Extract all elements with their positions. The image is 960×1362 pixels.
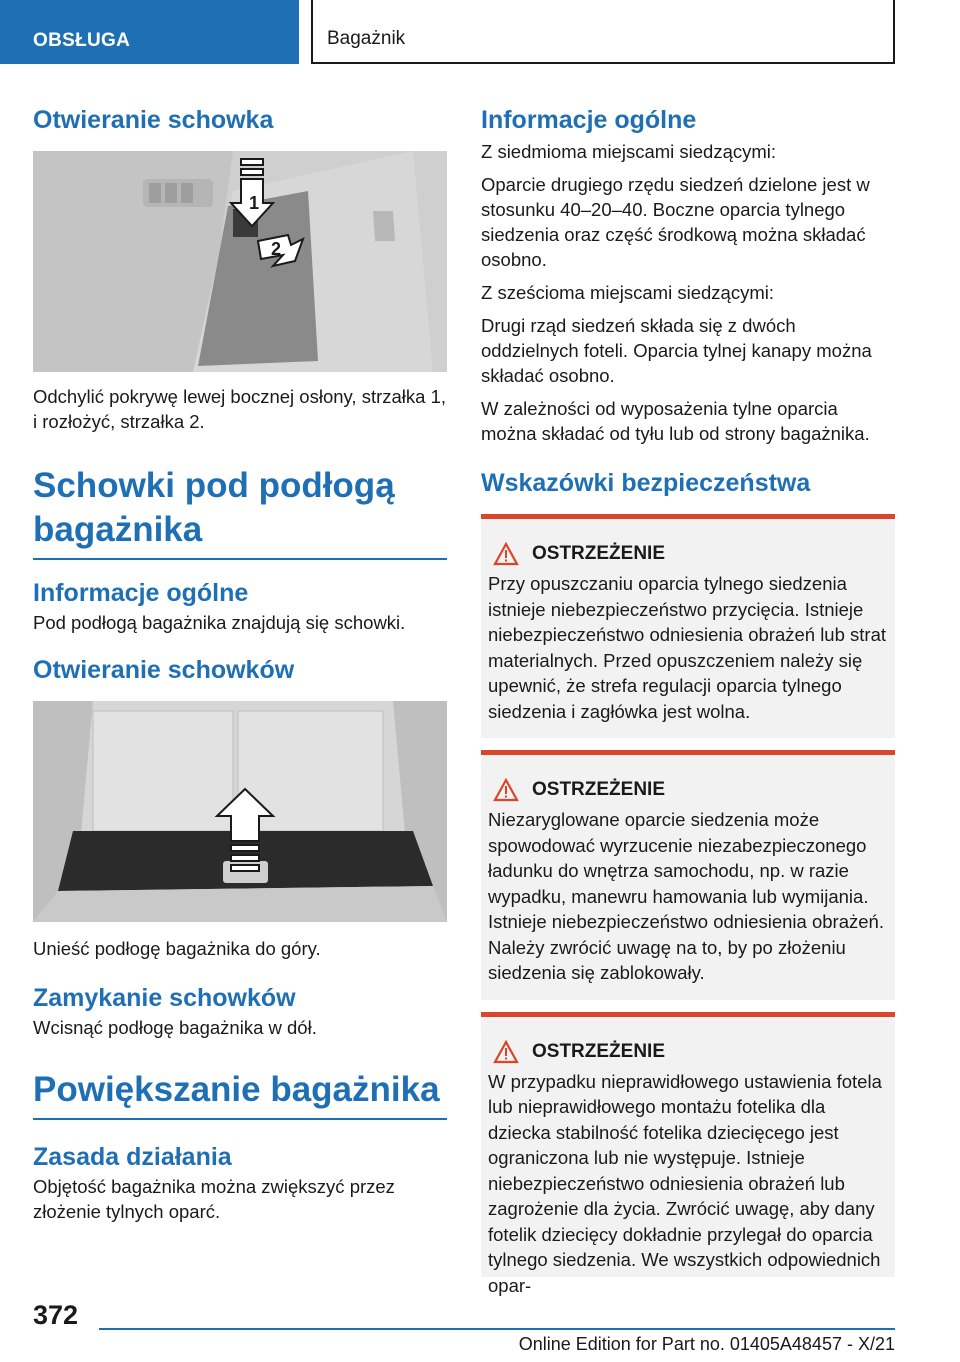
chapter-title: Bagażnik [311, 0, 895, 64]
heading-general-info-left: Informacje ogólne [33, 579, 249, 607]
text-six-seats-detail: Drugi rząd siedzeń składa się z dwóch oddzielnych foteli. Oparcia tylnej kanapy można składać osobno. [481, 315, 872, 386]
section-tab: OBSŁUGA [0, 0, 299, 64]
text-seven-seats: Z siedmioma miejscami siedzącymi: [481, 141, 777, 162]
right-column [481, 100, 895, 1296]
warning-triangle-icon [494, 543, 518, 565]
heading-principle: Zasada działania [33, 1143, 232, 1171]
text-seven-seats-detail: Oparcie drugiego rzędu siedzeń dzielone jest w stosunku 40–20–40. Boczne oparcia tylnego siedzenia oraz część środkową można składać osobno. [481, 174, 870, 270]
text-close-compartments: Wcisnąć podłogę bagażnika w dół. [33, 1017, 317, 1038]
heading-general-info-right: Informacje ogólne [481, 106, 697, 134]
warning-title: OSTRZEŻENIE [532, 543, 666, 564]
image-luggage-floor [33, 701, 447, 922]
warning-text: Niezaryglowane oparcie siedzenia może spowodować wyrzucenie niezabezpieczonego ładunku do wnętrza samochodu, np. w razie wypadku, manewru hamowania lub wymijania. Istnieje niebezpieczeństwo odniesienia obrażeń. Należy zwrócić uwagę na to, by po złożeniu siedzenia się zablokowały. [488, 809, 884, 983]
heading-open-compartment: Otwieranie schowka [33, 106, 274, 134]
image-label-2: 2 [271, 239, 282, 259]
heading-close-compartments: Zamykanie schowków [33, 984, 296, 1012]
warning-text: W przypadku nieprawidłowego ustawienia fotela lub nieprawidłowego montażu fotelika dla dziecka stabilność fotelika dziecięcego jest ograniczona lub nie występuje. Istnieje niebezpieczeństwo odniesienia obrażeń lub zagrożenie dla życia. Zwrócić uwagę, aby dany fotelik dziecięcy dokładnie przylegał do oparcia tylnego siedzenia. We wszystkich odpowiednich opar- [488, 1070, 882, 1296]
warning-text: Przy opuszczaniu oparcia tylnego siedzenia istnieje niebezpieczeństwo przycięcia. Istnieje niebezpieczeństwo odniesienia obrażeń lub strat materialnych. Przed opuszczeniem należy się upewnić, że strefa regulacji oparcia tylnego siedzenia i zagłówka jest wolna. [488, 573, 887, 722]
text-folding-options: W zależności od wyposażenia tylne oparcia można składać od tyłu lub od strony bagażnika. [481, 398, 870, 444]
text-lift-floor: Unieść podłogę bagażnika do góry. [33, 938, 321, 959]
warning-triangle-icon [494, 1041, 518, 1063]
warning-triangle-icon [494, 779, 518, 801]
footer-divider [99, 1328, 895, 1330]
text-principle: Objętość bagażnika można zwiększyć przez złożenie tylnych oparć. [33, 1176, 395, 1222]
warning-box-2 [481, 750, 895, 1000]
warning-title: OSTRZEŻENIE [532, 779, 666, 800]
warning-box-1 [481, 514, 895, 738]
chapter-enlarge-luggage: Powiększanie bagażnika [33, 1068, 447, 1120]
heading-open-compartments: Otwieranie schowków [33, 656, 295, 684]
warning-title: OSTRZEŻENIE [532, 1040, 666, 1062]
footer-edition: Online Edition for Part no. 01405A48457 - X/21 [518, 1334, 895, 1354]
image-side-panel-compartment [33, 151, 447, 372]
heading-safety-notes: Wskazówki bezpieczeństwa [481, 469, 811, 497]
text-general-info-left: Pod podłogą bagażnika znajdują się schowki. [33, 612, 406, 633]
warning-box-3 [481, 1012, 895, 1296]
text-six-seats: Z sześcioma miejscami siedzącymi: [481, 282, 774, 303]
chapter-underfloor-compartments: Schowki pod podłogą bagażnika [33, 464, 447, 560]
page-number: 372 [33, 1300, 79, 1330]
text-open-compartment: Odchylić pokrywę lewej bocznej osłony, strzałka 1, i rozłożyć, strzałka 2. [33, 386, 446, 432]
left-column [33, 100, 447, 1224]
image-label-1: 1 [249, 193, 260, 213]
